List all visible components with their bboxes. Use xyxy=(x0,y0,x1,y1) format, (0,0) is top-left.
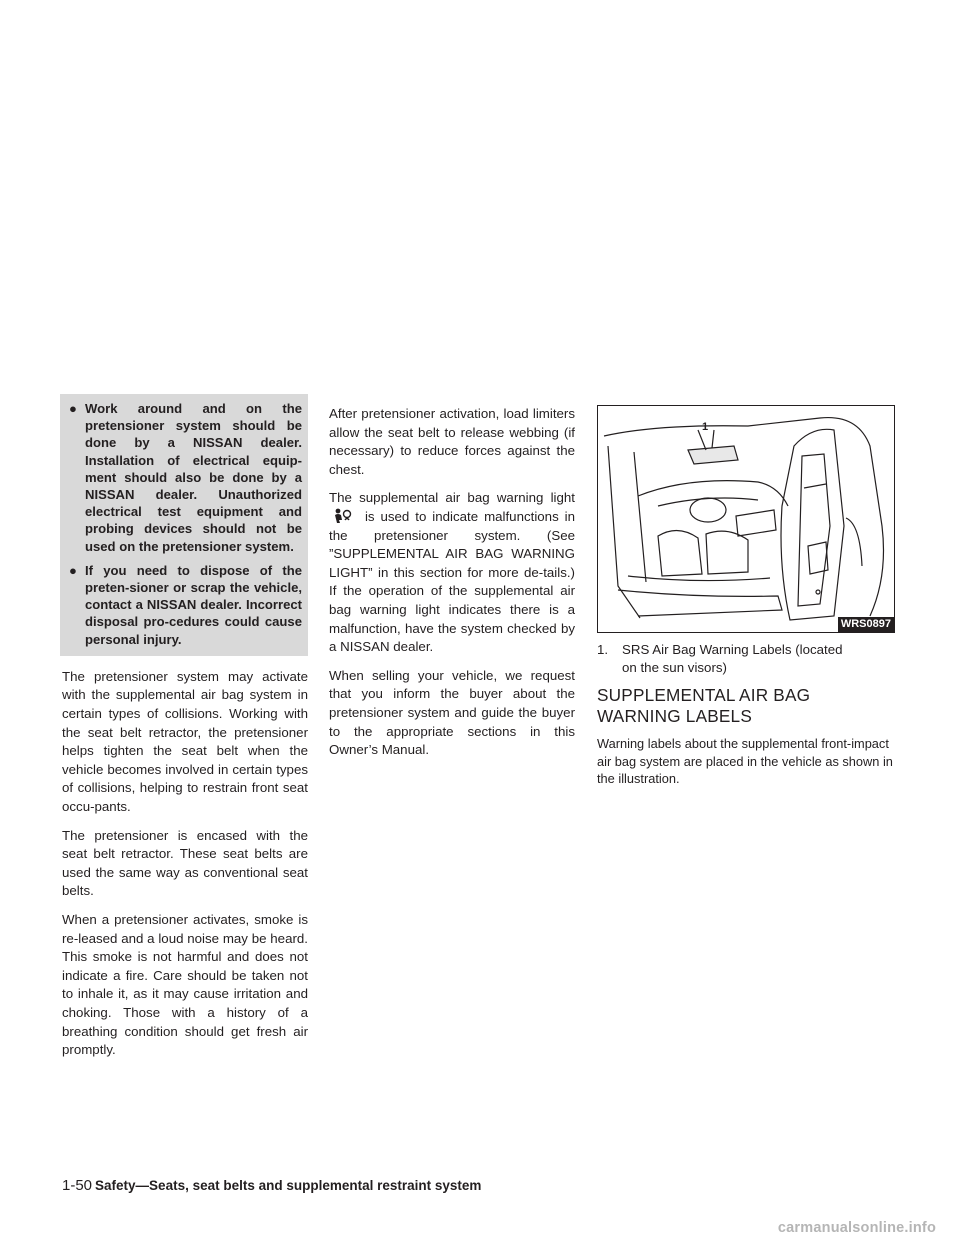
column-right xyxy=(597,405,895,788)
paragraph: The pretensioner system may activate with the supplemental air bag system in certain types of collisions. Working with the seat belt retractor, the pretensioner helps tighten the seat belt when the vehicle becomes involved in certain types of collisions, helping to restrain front seat occu-pants. xyxy=(62,668,308,814)
column-middle xyxy=(329,405,575,770)
warning-item xyxy=(66,400,302,555)
warning-box xyxy=(60,394,308,656)
paragraph: When selling your vehicle, we request that you inform the buyer about the pretensioner system and guide the buyer to the appropriate sections in this Owner’s Manual. xyxy=(329,667,575,758)
car-door-illustration xyxy=(598,406,895,633)
warning-text: If you need to dispose of the preten-sioner or scrap the vehicle, contact a NISSAN dealer. Incorrect disposal pro-cedures could cause personal injury. xyxy=(85,562,302,647)
page-number: 1-50 xyxy=(62,1177,93,1194)
paragraph: After pretensioner activation, load limiters allow the seat belt to release webbing (if necessary) to reduce forces against the chest. xyxy=(329,406,575,477)
paragraph-with-icon xyxy=(329,489,575,656)
airbag-warning-light-icon xyxy=(331,508,353,524)
paragraph-text: is used to indicate malfunctions in the pretensioner system. (See ”SUPPLEMENTAL AIR BAG WARNING LIGHT” in this section for more de-tails.) If the operation of the supplemental air bag warning light indicates there is a malfunction, have the system checked by a NISSAN dealer. xyxy=(329,508,576,655)
bullet-icon: ● xyxy=(69,562,77,578)
caption-text: on the sun visors) xyxy=(622,660,727,675)
heading-line: WARNING LABELS xyxy=(597,706,752,726)
figure-code: WRS0897 xyxy=(838,617,894,632)
paragraph: The pretensioner is encased with the seat belt retractor. These seat belts are used the same way as conventional seat belts. xyxy=(62,827,308,899)
caption-text: SRS Air Bag Warning Labels (located xyxy=(622,642,843,657)
callout-number: 1 xyxy=(702,421,709,433)
paragraph: When a pretensioner activates, smoke is re-leased and a loud noise may be heard. This smoke is not harmful and does not indicate a fire. Care should be taken not to inhale it, as it may cause irritation and choking. Those with a history of a breathing condition should get fresh air promptly. xyxy=(62,911,308,1058)
warning-item xyxy=(66,562,302,648)
caption-number: 1. xyxy=(597,642,609,657)
section-heading xyxy=(597,685,895,727)
figure-caption xyxy=(597,641,895,677)
paragraph-text: The supplemental air bag warning light xyxy=(329,490,575,506)
section-body: Warning labels about the supplemental front-impact air bag system are placed in the vehicle as shown in the illustration. xyxy=(597,736,893,786)
heading-line: SUPPLEMENTAL AIR BAG xyxy=(597,685,811,705)
page-footer xyxy=(62,1177,481,1195)
illustration-figure xyxy=(597,405,895,633)
column-left xyxy=(62,400,308,1070)
watermark: carmanualsonline.info xyxy=(777,1220,936,1236)
warning-text: Work around and on the pretensioner system should be done by a NISSAN dealer. Installation of electrical equip-ment should also be done by a NISSAN dealer. Unauthorized electrical test equipment and probing devices should not be used on the pretensioner system. xyxy=(85,401,302,554)
chapter-title: Safety—Seats, seat belts and supplemental restraint system xyxy=(95,1178,482,1193)
bullet-icon: ● xyxy=(69,401,77,416)
